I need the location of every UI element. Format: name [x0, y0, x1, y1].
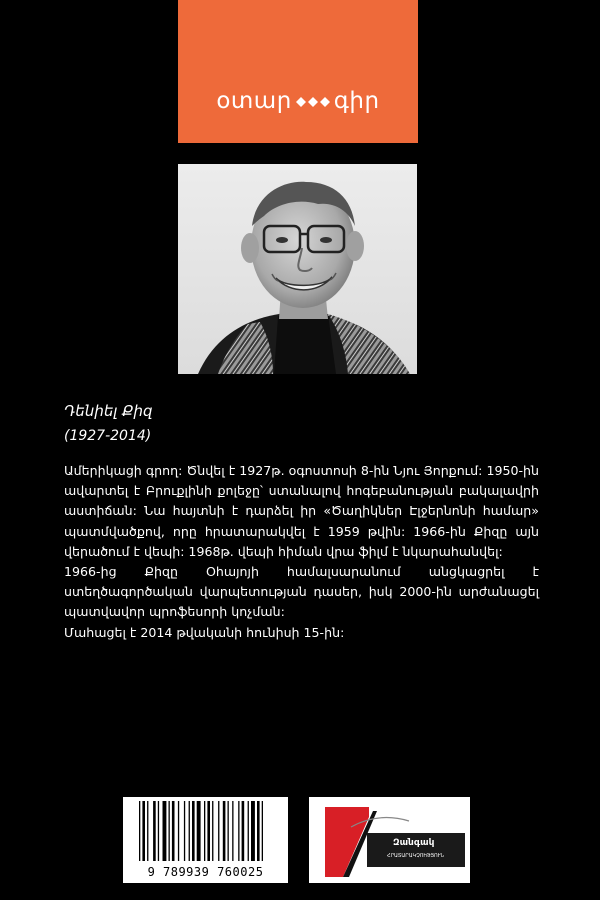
bio-paragraph: Մահացել է 2014 թվականի հունիսի 15-ին: [64, 624, 345, 640]
series-left-word: օտար [216, 88, 292, 114]
barcode-bar [204, 801, 205, 861]
series-logo [178, 88, 418, 114]
bio-paragraph: Ամերիկացի գրող: Ծնվել է 1927թ. օգոստոսի 8-ին Նյու Յորքում: 1950-ին ավարտել է Բրուքլինի քոլեջը՝ ստանալով հոգեբանության բակալավրի աստիճան: Նա հայտնի է դարձել իր «Ծաղիկներ Էլջերնոնի համար» պատմվածքով, որը հրատարակվել է 1959 թվին: 1966-ին Քիզը այն վերածում է վեպի: 1968թ. վեպի հիման վրա ֆիլմ է նկարահանվել: [64, 463, 539, 559]
publisher-logo-icon [309, 797, 470, 883]
barcode-bar [147, 801, 148, 861]
barcode-bar [163, 801, 167, 861]
series-logo-box [178, 0, 418, 143]
barcode-bars [123, 801, 288, 871]
barcode-bar [257, 801, 260, 861]
barcode-bar [251, 801, 255, 861]
publisher-logo-box [309, 797, 470, 883]
diamonds-icon [296, 97, 330, 107]
barcode-bar [218, 801, 219, 861]
barcode-bar [228, 801, 229, 861]
bio-paragraph: 1966-ից Քիզը Օհայոյի համալսարանում անցկացրել է ստեղծագործական վարպետության դասեր, իսկ 2000-ին արժանացել պատվավոր պրոֆեսորի կոչման: [64, 564, 539, 620]
barcode-bar [212, 801, 213, 861]
barcode-bar [248, 801, 249, 861]
barcode-bar [262, 801, 263, 861]
barcode-bar [172, 801, 175, 861]
author-photo [178, 164, 417, 374]
publisher-name: Զանգակ [393, 838, 435, 848]
barcode-bar [192, 801, 195, 861]
barcode-bar [158, 801, 159, 861]
barcode-bar [153, 801, 156, 861]
isbn-barcode [123, 797, 288, 883]
barcode-bar [189, 801, 190, 861]
barcode-bar [223, 801, 226, 861]
barcode-bar [139, 801, 140, 861]
publisher-tagline: ՀՐԱՏԱՐԱԿՉՈՒԹՅՈՒՆ [387, 853, 445, 859]
barcode-bar [142, 801, 145, 861]
author-name: Դենիել Քիզ [64, 402, 153, 420]
author-years: (1927-2014) [64, 428, 152, 444]
barcode-bar [197, 801, 201, 861]
barcode-bar [232, 801, 233, 861]
barcode-bar [178, 801, 179, 861]
barcode-bar [184, 801, 185, 861]
barcode-bar [207, 801, 210, 861]
barcode-bar [242, 801, 245, 861]
author-biography [64, 461, 539, 643]
isbn-number: 9 789939 760025 [147, 865, 264, 879]
barcode-bar [238, 801, 239, 861]
series-right-word: գիր [333, 88, 380, 114]
barcode-bar [169, 801, 170, 861]
